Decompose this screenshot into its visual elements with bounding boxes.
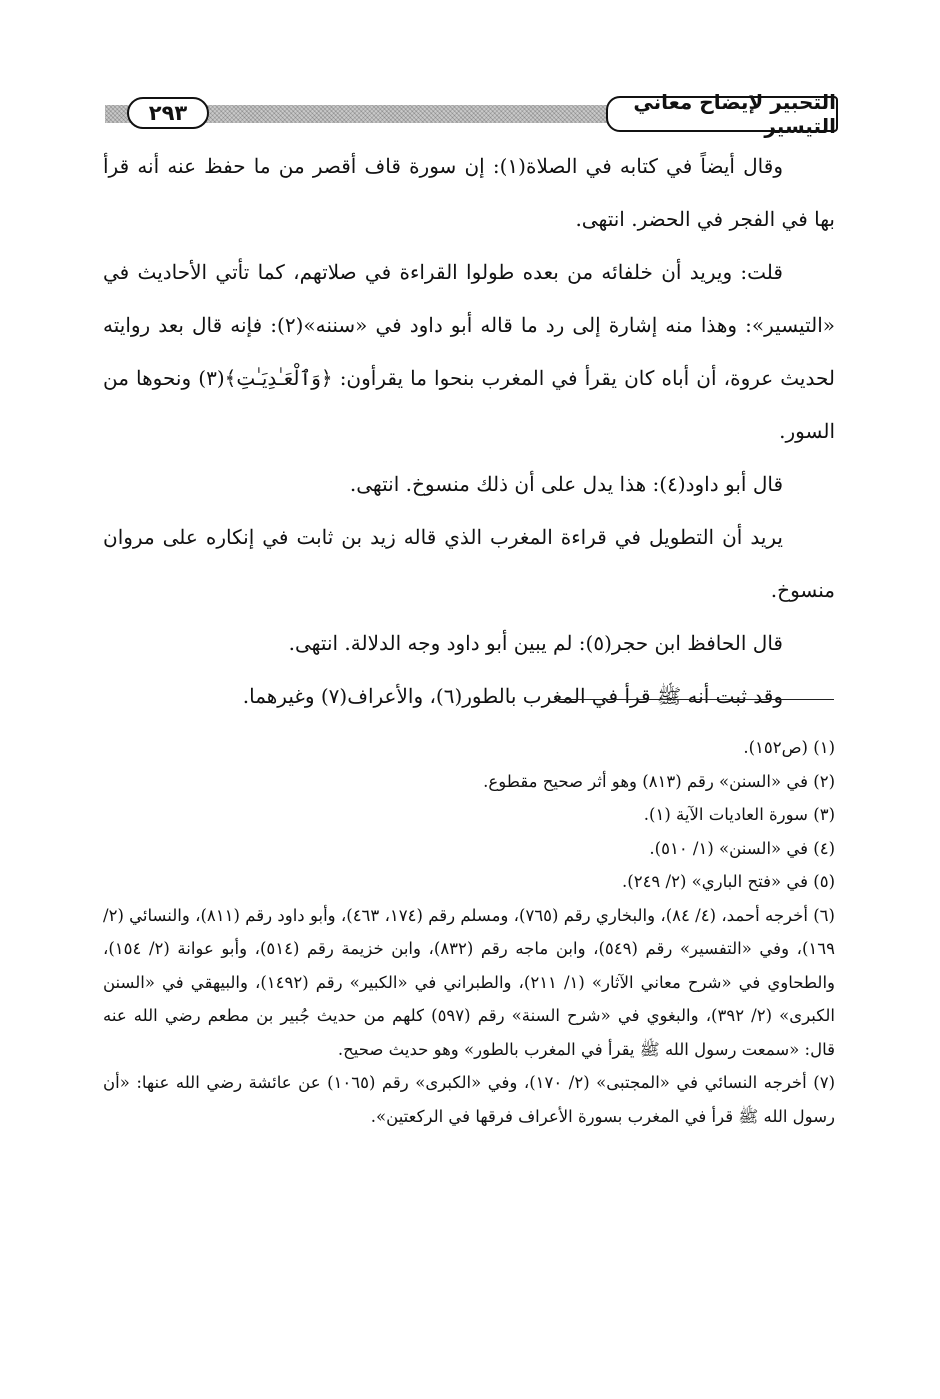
- book-title: التحبير لإيضاح معاني التيسير: [606, 96, 838, 132]
- footnote-4: (٤) في «السنن» (١/ ٥١٠).: [649, 838, 835, 858]
- paragraph-6: وقد ثبت أنه ﷺ قرأ في المغرب بالطور(٦)، والأعراف(٧) وغيرهما.: [242, 684, 783, 708]
- paragraph-3: قال أبو داود(٤): هذا يدل على أن ذلك منسوخ. انتهى.: [349, 472, 783, 496]
- paragraph-1: وقال أيضاً في كتابه في الصلاة(١): إن سورة قاف أقصر من ما حفظ عنه أنه قرأ بها في الفجر في الحضر. انتهى.: [103, 154, 835, 231]
- running-header: [105, 90, 838, 138]
- footnote-7: (٧) أخرجه النسائي في «المجتبى» (٢/ ١٧٠)، وفي «الكبرى» رقم (١٠٦٥) عن عائشة رضي الله عنها: «أن رسول الله ﷺ قرأ في المغرب بسورة الأعراف فرقها في الركعتين».: [103, 1073, 835, 1126]
- page-number: ٢٩٣: [127, 97, 209, 129]
- footnote-3: (٣) سورة العاديات الآية (١).: [643, 805, 835, 824]
- footnote-2: (٢) في «السنن» رقم (٨١٣) وهو أثر صحيح مقطوع.: [483, 771, 835, 791]
- footnotes: [103, 731, 835, 1133]
- footnote-6: (٦) أخرجه أحمد، (٤/ ٨٤)، والبخاري رقم (٧٦٥)، ومسلم رقم (١٧٤، ٤٦٣)، وأبو داود رقم (٨١١)، والنسائي (٢/ ١٦٩)، وفي «التفسير» رقم (٥٤٩)، وابن ماجه رقم (٨٣٢)، وابن خزيمة رقم (٥١٤)، وأبو عوانة (٢/ ١٥٤)، والطحاوي في «شرح معاني الآثار» (١/ ٢١١)، والطبراني في «الكبير» رقم (١٤٩٢)، والبيهقي في «السنن الكبرى» (٢/ ٣٩٢)، والبغوي في «شرح السنة» رقم (٥٩٧) كلهم من حديث جُبير بن مطعم رضي الله عنه قال: «سمعت رسول الله ﷺ يقرأ في المغرب بالطور» وهو حديث صحيح.: [103, 905, 836, 1059]
- footnote-divider: [554, 699, 834, 700]
- paragraph-5: قال الحافظ ابن حجر(٥): لم يبين أبو داود وجه الدلالة. انتهى.: [288, 631, 783, 655]
- footnote-1: (١) (ص١٥٢).: [743, 738, 835, 757]
- paragraph-2: قلت: ويريد أن خلفائه من بعده طولوا القراءة في صلاتهم، كما تأتي الأحاديث في «التيسير»: وهذا منه إشارة إلى رد ما قاله أبو داود في «سننه»(٢): فإنه قال بعد روايته لحديث عروة، أن أباه كان يقرأ في المغرب بنحوا ما يقرأون: ﴿وَٱلْعَـٰدِيَـٰتِ﴾(٣) ونحوها من السور.: [103, 260, 836, 443]
- main-text: [103, 140, 835, 723]
- paragraph-4: يريد أن التطويل في قراءة المغرب الذي قاله زيد بن ثابت في إنكاره على مروان منسوخ.: [103, 525, 835, 602]
- footnote-5: (٥) في «فتح الباري» (٢/ ٢٤٩).: [622, 872, 835, 891]
